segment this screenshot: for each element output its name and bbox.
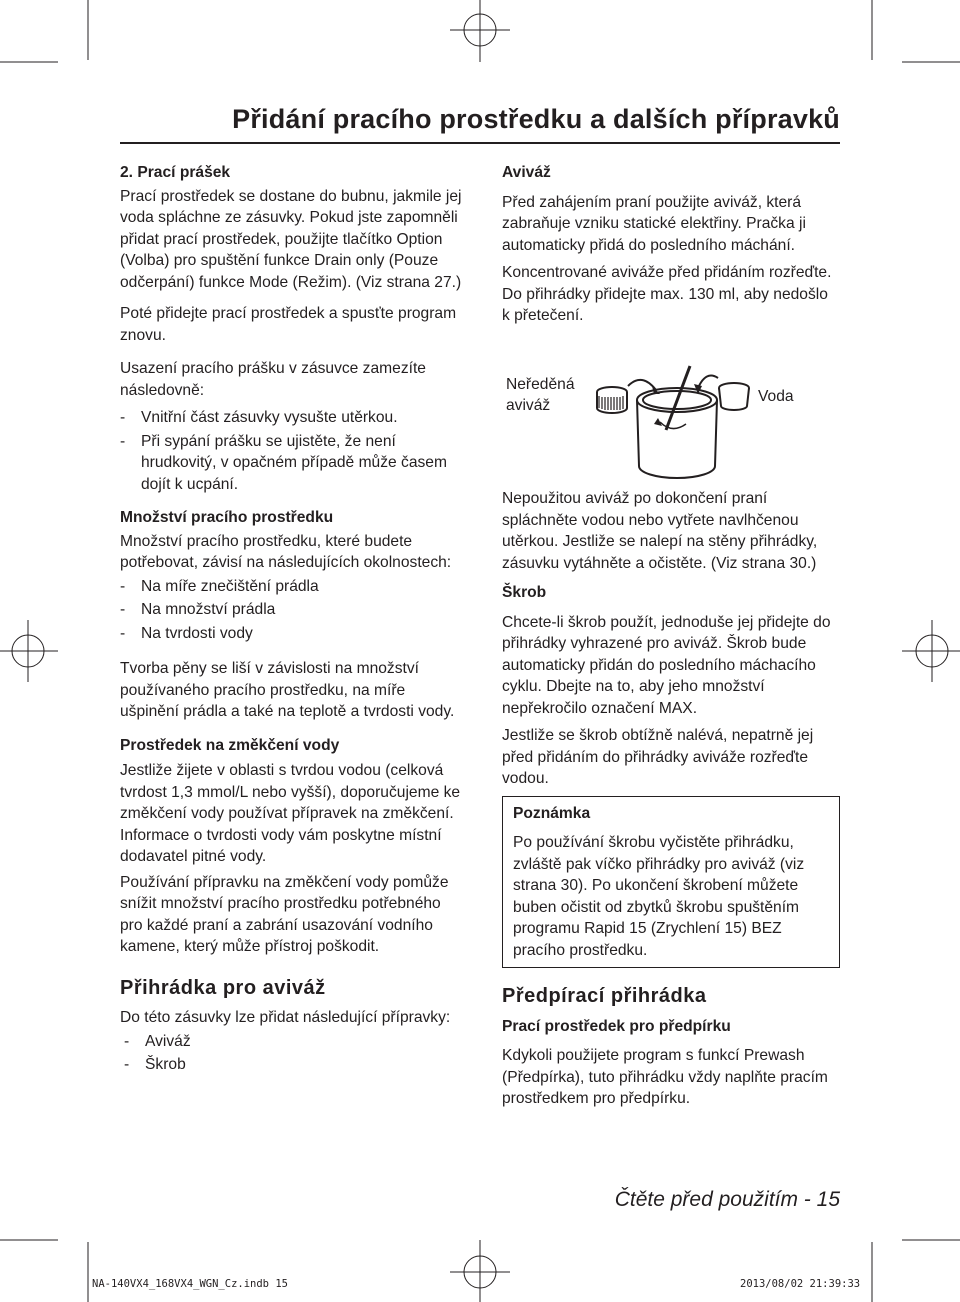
slug-file: NA-140VX4_168VX4_WGN_Cz.indb 15	[92, 1278, 288, 1290]
prewash-subheading: Prací prostředek pro předpírku	[502, 1017, 731, 1035]
container-drawing-icon	[502, 364, 840, 484]
amount-paragraph-2: Tvorba pěny se liší v závislosti na množství používaného pracího prostředku, na míře ušpinění prádla a také na teplotě a tvrdosti vody.	[120, 660, 455, 720]
prewash-paragraph: Kdykoli použijete program s funkcí Prewash (Předpírka), tuto přihrádku vždy naplňte pracím prostředkem pro předpírku.	[502, 1047, 828, 1107]
powder-paragraph-3: Usazení pracího prášku v zásuvce zamezíte následovně:	[120, 360, 426, 399]
water-label: Voda	[758, 388, 794, 405]
title-rule	[120, 142, 840, 144]
list-item: - Na míře znečištění prádla	[120, 576, 465, 598]
list-item: - Při sypání prášku se ujistěte, že není hrudkovitý, v opačném případě může časem dojít k ucpání.	[120, 431, 465, 496]
softener-paragraph-1: Jestliže žijete v oblasti s tvrdou vodou (celková tvrdost 1,3 mmol/L nebo vyšší), doporučujeme ke změkčení vody používat přípravek na změkčení. Informace o tvrdosti vody vám poskytne místní dodavatel pitné vody.	[120, 762, 461, 865]
list-item: - Vnitřní část zásuvky vysušte utěrkou.	[120, 407, 465, 429]
prewash-heading: Předpírací přihrádka	[502, 985, 707, 1007]
list-item: - Na množství prádla	[120, 599, 465, 621]
drawer-list	[120, 1031, 465, 1076]
amount-paragraph-1: Množství pracího prostředku, které budete potřebovat, závisí na následujících okolnostech:	[120, 532, 452, 571]
undiluted-softener-label: Neředěná aviváž	[506, 376, 575, 414]
note-paragraph: Po používání škrobu vyčistěte přihrádku, zvláště pak víčko přihrádky pro aviváž (viz strana 30). Po ukončení škrobení můžete buben očistit od zbytků škrobu spuštěním programu Rapid 15 (Zrychlení 15) BEZ pracího prostředku.	[513, 834, 805, 959]
left-column	[120, 162, 465, 1082]
powder-heading: 2. Prací prášek	[120, 164, 231, 181]
fabric-softener-heading: Aviváž	[502, 164, 551, 181]
list-item: - Škrob	[124, 1054, 465, 1076]
starch-heading: Škrob	[502, 584, 547, 601]
softener-paragraph-2: Používání přípravku na změkčení vody pomůže snížit množství pracího prostředku potřebného pro každé praní a zabrání usazování vodního kamene, který může přístroj poškodit.	[120, 873, 449, 955]
right-column-lower	[502, 488, 840, 1116]
list-item: - Na tvrdosti vody	[120, 623, 465, 645]
softener-heading: Prostředek na změkčení vody	[120, 736, 340, 754]
right-column	[502, 162, 840, 333]
page-footer: Čtěte před použitím - 15	[614, 1188, 840, 1211]
powder-paragraph-1: Prací prostředek se dostane do bubnu, jakmile jej voda spláchne ze zásuvky. Pokud jste zapomněli přidat prací prostředek, použijte tlačítko Option (Volba) pro spuštění funkce Drain only (Pouze odčerpání) funkce Mode (Režim). (Viz strana 27.)	[120, 187, 462, 291]
drawer-heading: Přihrádka pro aviváž	[120, 976, 326, 999]
starch-paragraph-1: Chcete-li škrob použít, jednoduše jej přidejte do přihrádky vyhrazené pro aviváž. Škrob bude automaticky přidán do posledního máchacího cyklu. Dbejte na to, aby jeho množství nepřekročilo označení MAX.	[502, 613, 831, 717]
amount-list	[120, 576, 465, 645]
fabric-softener-paragraph-2: Koncentrované aviváže před přidáním rozřeďte. Do přihrádky přidejte max. 130 ml, aby nedošlo k přetečení.	[502, 264, 832, 324]
drawer-paragraph-1: Do této zásuvky lze přidat následující přípravky:	[120, 1009, 451, 1026]
slug-date: 2013/08/02 21:39:33	[740, 1278, 861, 1290]
page-title: Přidání pracího prostředku a dalších přípravků	[232, 104, 840, 134]
amount-heading: Množství pracího prostředku	[120, 509, 334, 526]
note-box	[502, 796, 840, 969]
dilution-illustration	[502, 364, 840, 484]
powder-list	[120, 407, 465, 495]
fabric-softener-paragraph-1: Před zahájením praní použijte aviváž, která zabraňuje vzniku statické elektřiny. Pračka ji automaticky přidá do posledního máchání.	[502, 193, 806, 254]
note-heading: Poznámka	[513, 804, 591, 822]
list-item: - Aviváž	[124, 1031, 465, 1053]
powder-paragraph-2: Poté přidejte prací prostředek a spusťte program znovu.	[120, 305, 457, 344]
fabric-softener-paragraph-3: Nepoužitou aviváž po dokončení praní spláchněte vodou nebo vytřete navlhčenou utěrkou. Jestliže se nalepí na stěny přihrádky, zásuvku vytáhněte a očistěte. (Viz strana 30.)	[502, 490, 818, 572]
starch-paragraph-2: Jestliže se škrob obtížně nalévá, nepatrně jej před přidáním do přihrádky aviváže rozřeďte vodou.	[502, 727, 814, 787]
